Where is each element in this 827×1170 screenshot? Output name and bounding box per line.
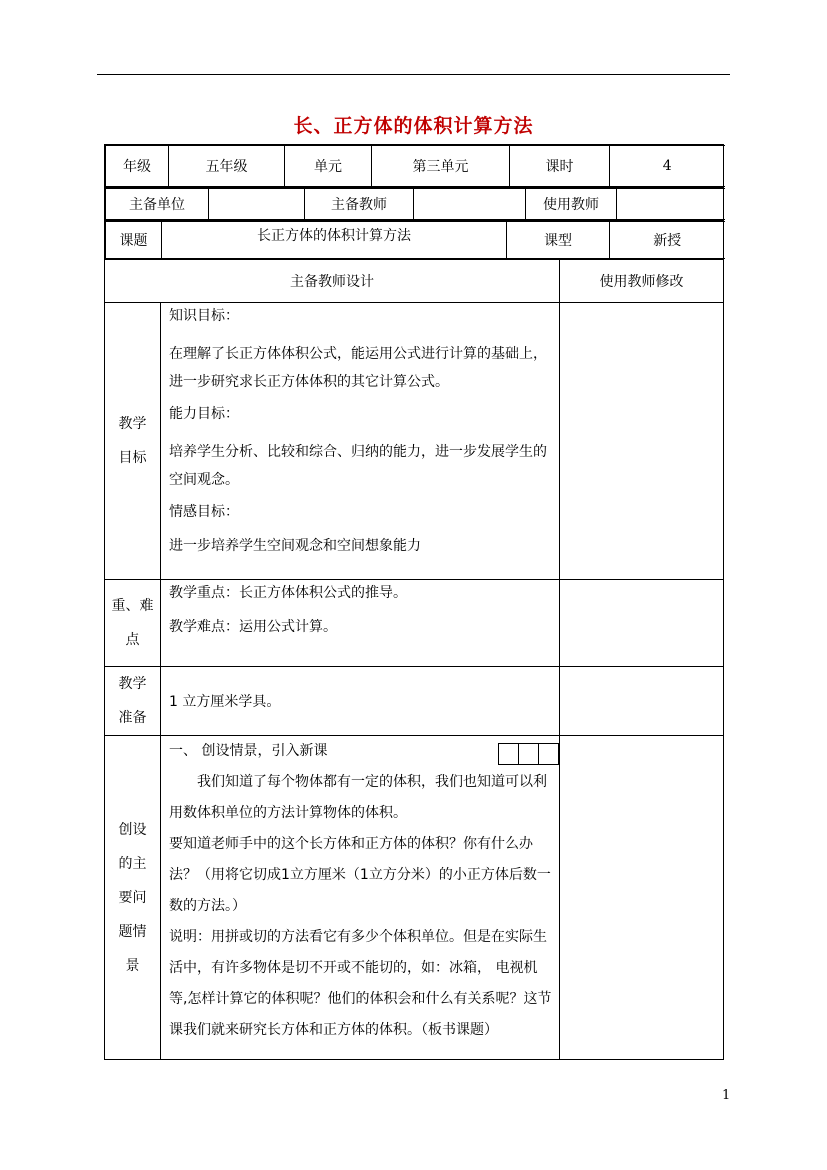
key-points-content: [161, 580, 560, 667]
unit-value: 第三单元: [372, 146, 510, 187]
scenario-label: 创设 的主 要问 题情 景: [105, 736, 161, 1060]
goals-modify-cell: [560, 303, 724, 580]
grade-value: 五年级: [169, 146, 285, 187]
knowledge-goal-text: 在理解了长正方体体积公式，能运用公式进行计算的基础上，进一步研究求长正方体体积的其它计算公式。: [169, 346, 547, 390]
goals-label: 教学 目标: [105, 303, 161, 580]
emotion-goal-title: 情感目标：: [169, 504, 239, 520]
prep-teacher-value: [414, 189, 526, 220]
key-point-text: 教学重点：长正方体体积公式的推导。: [169, 585, 407, 601]
user-teacher-label: 使用教师: [526, 189, 617, 220]
preparation-modify-cell: [560, 667, 724, 736]
unit-label: 单元: [285, 146, 372, 187]
page-number: 1: [722, 1088, 731, 1103]
ability-goal-title: 能力目标：: [169, 406, 239, 422]
goals-content: [161, 303, 560, 580]
emotion-goal-text: 进一步培养学生空间观念和空间想象能力: [169, 538, 421, 554]
scenario-modify-cell: [560, 736, 724, 1060]
topic-label: 课题: [106, 222, 162, 259]
modify-column-header: 使用教师修改: [560, 260, 724, 303]
prep-teacher-label: 主备教师: [305, 189, 414, 220]
hours-label: 课时: [510, 146, 610, 187]
grade-label: 年级: [106, 146, 169, 187]
blank-boxes: [499, 743, 559, 765]
scenario-paragraph-1: 我们知道了每个物体都有一定的体积，我们也知道可以利用数体积单位的方法计算物体的体积。: [169, 774, 547, 821]
design-column-header: 主备教师设计: [105, 260, 560, 303]
topic-value: 长正方体的体积计算方法: [257, 228, 411, 244]
type-label: 课型: [507, 222, 610, 259]
difficult-point-text: 教学难点：运用公式计算。: [169, 619, 337, 635]
document-title: 长、正方体的体积计算方法: [293, 115, 534, 137]
prep-unit-label: 主备单位: [106, 189, 209, 220]
prep-unit-value: [209, 189, 305, 220]
header-rule: [97, 74, 730, 75]
preparation-label: 教学 准备: [105, 667, 161, 736]
preparation-text: 1 立方厘米学具。: [161, 667, 560, 736]
ability-goal-text: 培养学生分析、比较和综合、归纳的能力，进一步发展学生的空间观念。: [169, 444, 547, 488]
type-value: 新授: [610, 222, 725, 259]
key-points-label: 重、难 点: [105, 580, 161, 667]
scenario-content: [161, 736, 560, 1060]
knowledge-goal-title: 知识目标：: [169, 308, 239, 324]
key-points-modify-cell: [560, 580, 724, 667]
scenario-heading: 一、 创设情景，引入新课: [169, 743, 328, 759]
scenario-paragraph-3: 说明：用拼或切的方法看它有多少个体积单位。但是在实际生活中，有许多物体是切不开或不能切的，如：冰箱， 电视机等,怎样计算它的体积呢？他们的体积会和什么有关系呢？这节课我们就来研究长方体和正方体的体积。（板书课题）: [169, 929, 552, 1038]
lesson-plan-table: [104, 144, 724, 1060]
scenario-paragraph-2: 要知道老师手中的这个长方体和正方体的体积？你有什么办法？（用将它切成1立方厘米（1立方分米）的小正方体后数一数的方法。）: [169, 836, 551, 914]
hours-value: 4: [610, 146, 725, 187]
user-teacher-value: [617, 189, 725, 220]
